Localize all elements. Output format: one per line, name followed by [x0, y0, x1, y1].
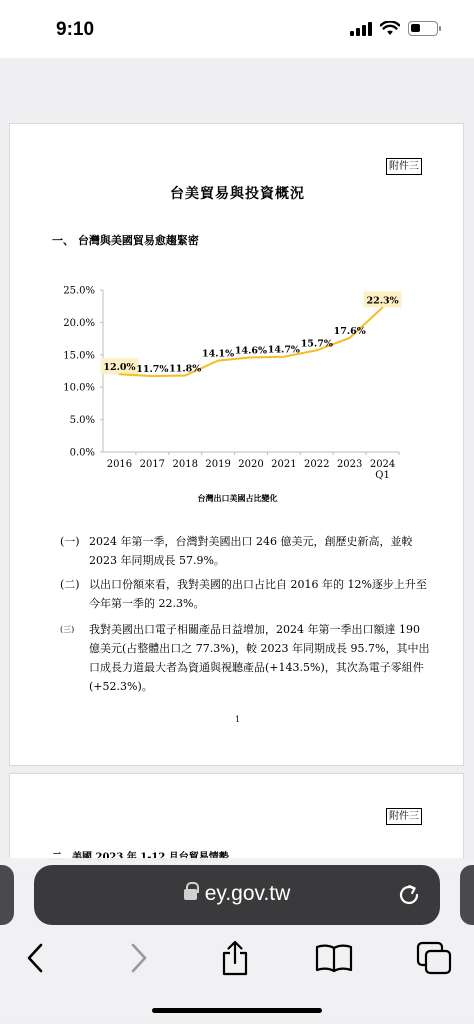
- data-label: 11.8%: [169, 363, 202, 375]
- bookmarks-button[interactable]: [308, 932, 360, 984]
- cellular-signal-icon: [350, 22, 372, 36]
- next-tab-peek[interactable]: [460, 865, 474, 925]
- x-tick-label: 2023: [336, 459, 363, 470]
- paragraph-text: 我對美國出口電子相關產品日益增加，2024 年第一季出口額達 190 億美元(占整體出口之 77.3%)，較 2023 年同期成長 95.7%，其中出口成長力道最大者為資通與視聽產品(+143.5%)，其次為電子零組件(+52.3%)。: [89, 623, 430, 693]
- paragraph-number: (三): [60, 625, 75, 634]
- status-bar: [0, 0, 474, 58]
- battery-icon: [408, 21, 438, 36]
- x-tick-label: 2016: [106, 459, 133, 470]
- data-label: 17.6%: [333, 325, 366, 337]
- data-label: 14.6%: [234, 345, 268, 357]
- chevron-left-icon: [25, 943, 47, 973]
- paragraph-number: (一): [60, 535, 80, 548]
- x-tick-label: 2017: [139, 459, 166, 470]
- data-point: [184, 375, 186, 377]
- back-button[interactable]: [10, 932, 62, 984]
- tabs-button[interactable]: [408, 932, 460, 984]
- y-tick-label: 10.0%: [63, 382, 95, 394]
- y-tick-label: 5.0%: [69, 415, 95, 427]
- status-time: 9:10: [56, 19, 95, 40]
- book-icon: [315, 943, 353, 973]
- data-point: [283, 356, 285, 358]
- address-text: [34, 882, 440, 906]
- data-label: 15.7%: [300, 338, 333, 350]
- paragraph-text: 2024 年第一季，台灣對美國出口 246 億美元，創歷史新高，並較 2023 年同期成長 57.9%。: [89, 535, 413, 567]
- x-tick-label: 2022: [304, 459, 330, 470]
- appendix-tag: 附件三: [386, 808, 422, 825]
- paragraph-3: [60, 620, 430, 696]
- data-label: 14.7%: [267, 344, 300, 356]
- y-tick-label: 15.0%: [63, 350, 95, 362]
- export-share-line-chart: [54, 280, 414, 480]
- paragraph-2: [60, 575, 430, 613]
- data-point: [316, 349, 318, 351]
- forward-button[interactable]: [112, 932, 164, 984]
- y-tick-label: 25.0%: [63, 285, 95, 297]
- share-button[interactable]: [209, 932, 261, 984]
- y-tick-label: 20.0%: [63, 317, 95, 329]
- data-point: [152, 375, 154, 377]
- reload-icon[interactable]: [396, 882, 422, 908]
- x-tick-label: 2024: [369, 459, 396, 470]
- x-tick-label: 2018: [172, 459, 198, 470]
- data-label: 14.1%: [202, 348, 235, 360]
- data-point: [382, 307, 384, 309]
- document-page-1: [9, 123, 464, 766]
- chevron-right-icon: [127, 943, 149, 973]
- tabs-icon: [416, 941, 452, 975]
- x-tick-label: Q1: [375, 470, 390, 480]
- page-number: 1: [234, 715, 241, 724]
- appendix-tag: 附件三: [386, 158, 422, 175]
- data-point: [250, 357, 252, 359]
- x-tick-label: 2020: [238, 459, 264, 470]
- url: ey.gov.tw: [204, 882, 291, 905]
- chart-caption: 台灣出口美國占比變化: [197, 493, 278, 503]
- x-tick-label: 2019: [205, 459, 231, 470]
- paragraph-number: (二): [60, 578, 80, 591]
- section-heading: 一、 台灣與美國貿易愈趨緊密: [52, 234, 199, 247]
- status-icons: [350, 21, 438, 36]
- previous-tab-peek[interactable]: [0, 865, 14, 925]
- lock-icon: [184, 889, 197, 900]
- data-label: 22.3%: [366, 295, 399, 307]
- paragraph-text: 以出口份額來看，我對美國的出口占比自 2016 年的 12%逐步上升至今年第一季的 22.3%。: [89, 578, 427, 610]
- address-bar[interactable]: [34, 865, 440, 925]
- browser-toolbar: [0, 932, 474, 984]
- paragraph-1: [60, 532, 430, 570]
- data-point: [349, 337, 351, 339]
- x-tick-label: 2021: [271, 459, 297, 470]
- home-indicator: [152, 1008, 322, 1013]
- data-point: [119, 373, 121, 375]
- data-point: [217, 360, 219, 362]
- data-label: 12.0%: [103, 362, 136, 374]
- y-tick-label: 0.0%: [69, 447, 95, 459]
- page-title: 台美貿易與投資概況: [170, 186, 305, 202]
- wifi-icon: [380, 21, 400, 36]
- browser-bottom-bar: [0, 858, 474, 1024]
- share-icon: [220, 940, 250, 976]
- data-label: 11.7%: [136, 364, 169, 376]
